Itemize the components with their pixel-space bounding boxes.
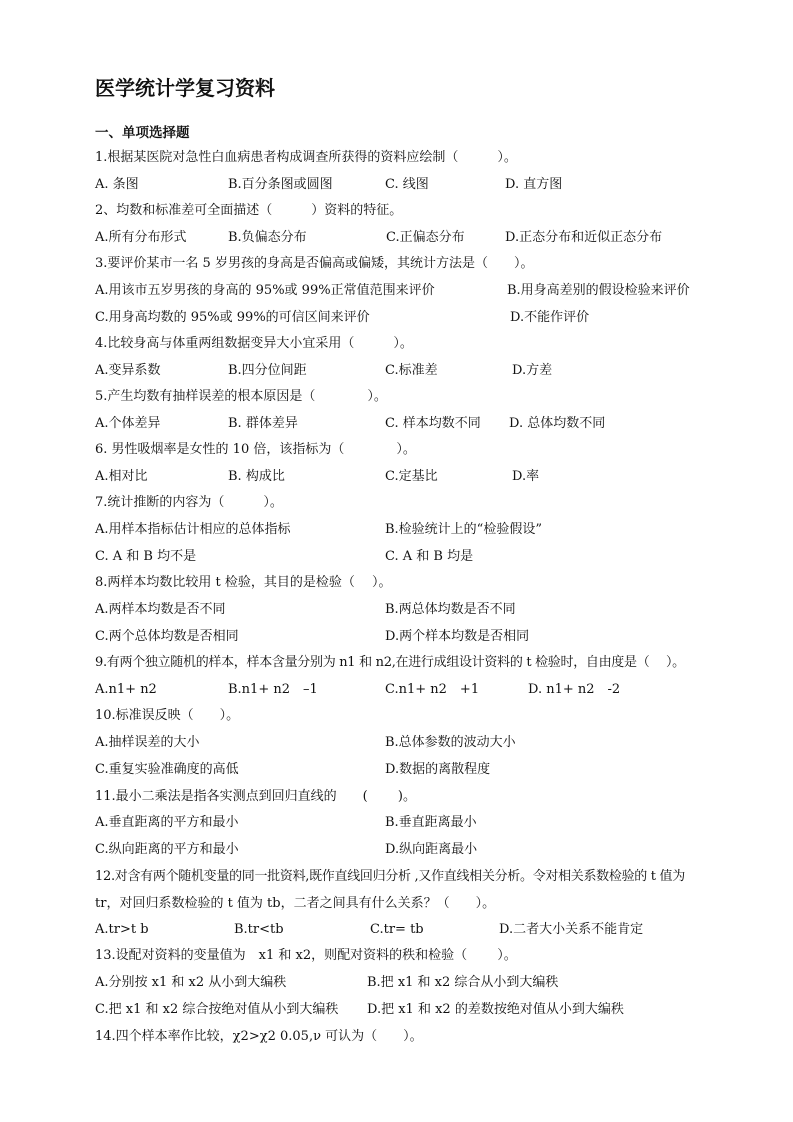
option-c: C.n1+ n2 +1 <box>385 682 480 697</box>
question-text: 8.两样本均数比较用 t 检验，其目的是检验（ ）。 <box>95 575 392 590</box>
option-c: C. 线图 <box>385 177 429 192</box>
question-text: 9.有两个独立随机的样本，样本含量分别为 n1 和 n2,在进行成组设计资料的 t 检验时，自由度是（ ）。 <box>95 655 685 670</box>
option-d: D.两个样本均数是否相同 <box>385 629 530 644</box>
option-b: B.tr<tb <box>234 922 284 937</box>
question-4 <box>0 334 793 354</box>
options-8ab <box>0 600 793 620</box>
question-9 <box>0 653 793 673</box>
question-8 <box>0 573 793 593</box>
option-a: A. 条图 <box>95 177 139 192</box>
options-13ab <box>0 973 793 993</box>
question-text: 1.根据某医院对急性白血病患者构成调查所获得的资料应绘制（ ）。 <box>95 150 517 165</box>
option-c: C.标准差 <box>385 363 438 378</box>
question-text: 2、均数和标准差可全面描述（ ）资料的特征。 <box>95 203 403 218</box>
options-4 <box>0 361 793 381</box>
option-d: D.把 x1 和 x2 的差数按绝对值从小到大编秩 <box>367 1002 624 1017</box>
option-a: A.用样本指标估计相应的总体指标 <box>95 522 291 537</box>
option-a: A.抽样误差的大小 <box>95 735 200 750</box>
options-13cd <box>0 1000 793 1020</box>
question-10 <box>0 706 793 726</box>
question-text: 10.标准误反映（ ）。 <box>95 708 240 723</box>
question-12-cont <box>0 894 793 914</box>
option-d: C. A 和 B 均是 <box>385 549 474 564</box>
question-1 <box>0 148 793 168</box>
question-13 <box>0 946 793 966</box>
option-d: D.不能作评价 <box>510 310 590 325</box>
option-d: D.方差 <box>512 363 553 378</box>
option-d: D.二者大小关系不能肯定 <box>499 922 644 937</box>
option-a: A.两样本均数是否不同 <box>95 602 226 617</box>
options-9 <box>0 680 793 700</box>
question-text: 6. 男性吸烟率是女性的 10 倍，该指标为（ ）。 <box>95 442 416 457</box>
option-a: A.所有分布形式 <box>95 230 187 245</box>
options-6 <box>0 467 793 487</box>
option-b: B.检验统计上的“检验假设” <box>385 522 542 537</box>
option-c: C.定基比 <box>385 469 438 484</box>
option-b: B.四分位间距 <box>228 363 307 378</box>
question-text: 5.产生均数有抽样误差的根本原因是（ ）。 <box>95 389 387 404</box>
option-d: D.正态分布和近似正态分布 <box>505 230 663 245</box>
question-text: 11.最小二乘法是指各实测点到回归直线的 ( )。 <box>95 789 416 804</box>
option-c: C.正偏态分布 <box>386 230 465 245</box>
options-3cd <box>0 308 793 328</box>
option-a: A.个体差异 <box>95 416 161 431</box>
options-12 <box>0 920 793 940</box>
options-10ab <box>0 733 793 753</box>
question-text: 7.统计推断的内容为（ ）。 <box>95 495 283 510</box>
section-heading: 一、单项选择题 <box>95 125 190 141</box>
option-a: A.相对比 <box>95 469 148 484</box>
question-12 <box>0 867 793 887</box>
option-c: C.把 x1 和 x2 综合按绝对值从小到大编秩 <box>95 1002 339 1017</box>
option-b: B.用身高差别的假设检验来评价 <box>507 283 690 298</box>
option-c: C.tr= tb <box>370 922 424 937</box>
question-3 <box>0 254 793 274</box>
option-a: A.垂直距离的平方和最小 <box>95 815 239 830</box>
option-b: B.百分条图或圆图 <box>228 177 333 192</box>
option-c: C. 样本均数不同 <box>385 416 481 431</box>
options-2 <box>0 228 793 248</box>
question-6 <box>0 440 793 460</box>
option-c: C.用身高均数的 95%或 99%的可信区间来评价 <box>95 310 370 325</box>
question-7 <box>0 493 793 513</box>
question-14 <box>0 1027 793 1047</box>
option-d: D. 直方图 <box>505 177 563 192</box>
option-c: C.两个总体均数是否相同 <box>95 629 239 644</box>
options-5 <box>0 414 793 434</box>
option-a: A.用该市五岁男孩的身高的 95%或 99%正常值范围来评价 <box>95 283 435 298</box>
options-7cd <box>0 547 793 567</box>
options-11ab <box>0 813 793 833</box>
option-a: A.变异系数 <box>95 363 161 378</box>
option-b: B.把 x1 和 x2 综合从小到大编秩 <box>367 975 559 990</box>
option-c: C.重复实验准确度的高低 <box>95 762 239 777</box>
option-d: D.数据的离散程度 <box>385 762 491 777</box>
question-text: 13.设配对资料的变量值为 x1 和 x2，则配对资料的秩和检验（ ）。 <box>95 948 517 963</box>
option-b: B. 群体差异 <box>228 416 298 431</box>
options-8cd <box>0 627 793 647</box>
options-10cd <box>0 760 793 780</box>
question-text: 4.比较身高与体重两组数据变异大小宜采用（ ）。 <box>95 336 413 351</box>
option-a: A.n1+ n2 <box>95 682 157 697</box>
question-text: 12.对含有两个随机变量的同一批资料,既作直线回归分析 ,又作直线相关分析。令对相关系数检验的 t 值为 <box>95 869 685 884</box>
option-d: D.率 <box>512 469 540 484</box>
question-11 <box>0 787 793 807</box>
options-11cd <box>0 840 793 860</box>
option-b: B.负偏态分布 <box>228 230 307 245</box>
page-title: 医学统计学复习资料 <box>95 76 275 100</box>
option-b: B.总体参数的波动大小 <box>385 735 516 750</box>
option-a: A.分别按 x1 和 x2 从小到大编秩 <box>95 975 287 990</box>
question-text: 3.要评价某市一名 5 岁男孩的身高是否偏高或偏矮，其统计方法是（ ）。 <box>95 256 534 271</box>
option-c: C.纵向距离的平方和最小 <box>95 842 239 857</box>
question-text: 14.四个样本率作比较，χ2>χ2 0.05,ν 可认为（ ）。 <box>95 1029 423 1044</box>
option-d: D.纵向距离最小 <box>385 842 478 857</box>
option-d: D. n1+ n2 -2 <box>528 682 621 697</box>
option-b: B.n1+ n2 –1 <box>228 682 318 697</box>
option-b: B.垂直距离最小 <box>385 815 477 830</box>
option-b: B. 构成比 <box>228 469 285 484</box>
option-d: D. 总体均数不同 <box>509 416 606 431</box>
option-a: A.tr>t b <box>95 922 149 937</box>
options-1 <box>0 175 793 195</box>
question-2 <box>0 201 793 221</box>
question-5 <box>0 387 793 407</box>
question-text: tr，对回归系数检验的 t 值为 tb，二者之间具有什么关系？（ ）。 <box>95 896 496 911</box>
option-b: B.两总体均数是否不同 <box>385 602 516 617</box>
options-3ab <box>0 281 793 301</box>
options-7ab <box>0 520 793 540</box>
option-c: C. A 和 B 均不是 <box>95 549 197 564</box>
